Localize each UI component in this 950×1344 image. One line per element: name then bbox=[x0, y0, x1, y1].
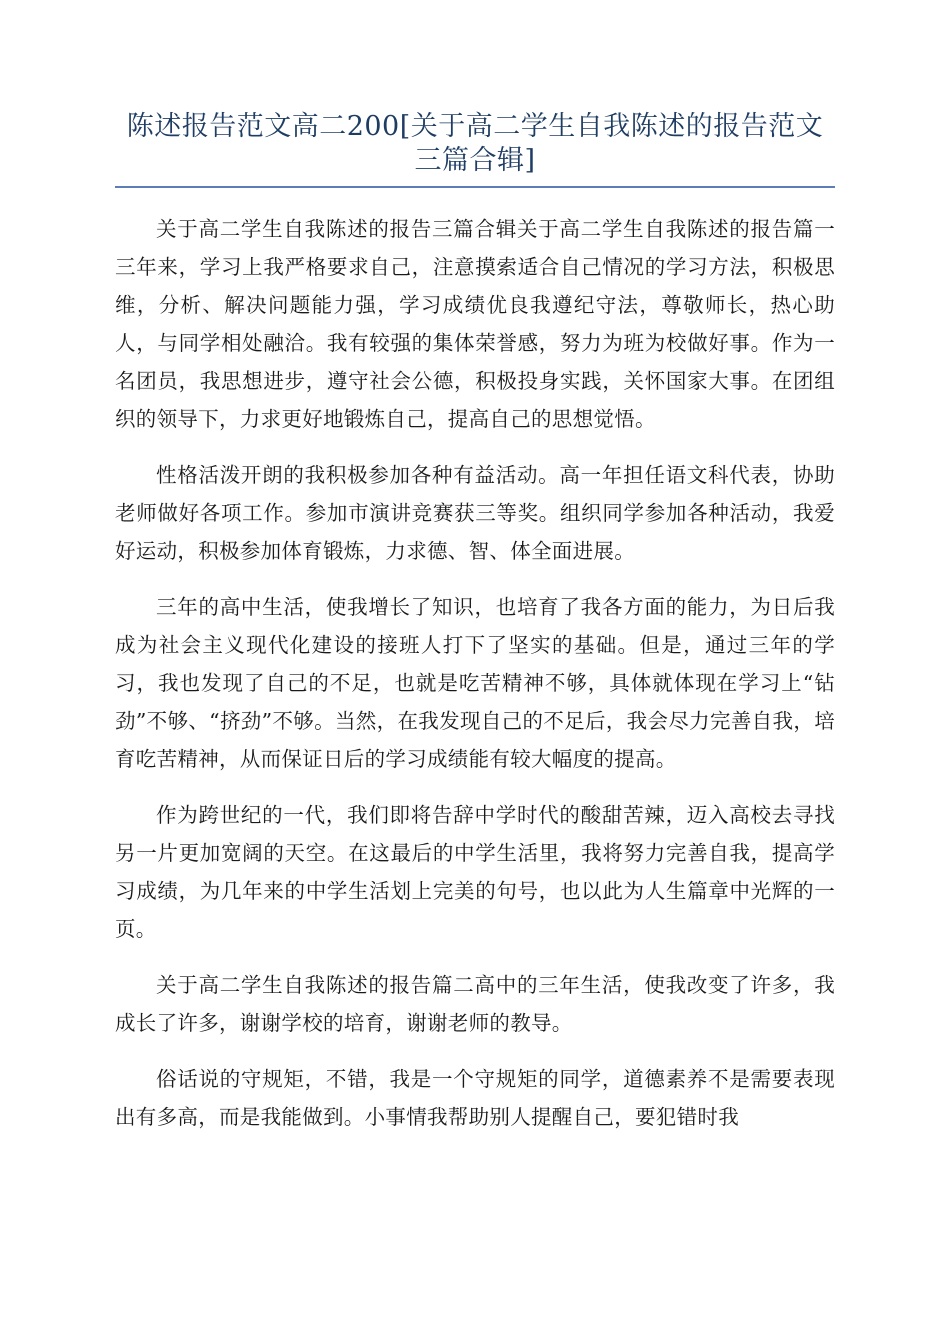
document-body bbox=[115, 210, 835, 1136]
paragraph-2: 性格活泼开朗的我积极参加各种有益活动。高一年担任语文科代表，协助老师做好各项工作。参加市演讲竞赛获三等奖。组织同学参加各种活动，我爱好运动，积极参加体育锻炼，力求德、智、体全面进展。 bbox=[115, 463, 835, 563]
paragraph-4: 作为跨世纪的一代，我们即将告辞中学时代的酸甜苦辣，迈入高校去寻找另一片更加宽阔的天空。在这最后的中学生活里，我将努力完善自我，提高学习成绩，为几年来的中学生活划上完美的句号，也以此为人生篇章中光辉的一页。 bbox=[115, 803, 835, 941]
document-title: 陈述报告范文高二200[关于高二学生自我陈述的报告范文三篇合辑] bbox=[126, 111, 824, 176]
paragraph-6: 俗话说的守规矩，不错，我是一个守规矩的同学，道德素养不是需要表现出有多高，而是我能做到。小事情我帮助别人提醒自己，要犯错时我 bbox=[115, 1067, 835, 1129]
paragraph-5: 关于高二学生自我陈述的报告篇二高中的三年生活，使我改变了许多，我成长了许多，谢谢学校的培育，谢谢老师的教导。 bbox=[115, 973, 835, 1035]
document-page bbox=[115, 110, 835, 1154]
title-underline bbox=[115, 186, 835, 188]
paragraph-3: 三年的高中生活，使我增长了知识，也培育了我各方面的能力，为日后我成为社会主义现代化建设的接班人打下了坚实的基础。但是，通过三年的学习，我也发现了自己的不足，也就是吃苦精神不够，具体就体现在学习上“钻劲”不够、“挤劲”不够。当然，在我发现自己的不足后，我会尽力完善自我，培育吃苦精神，从而保证日后的学习成绩能有较大幅度的提高。 bbox=[115, 595, 835, 771]
paragraph-1: 关于高二学生自我陈述的报告三篇合辑关于高二学生自我陈述的报告篇一三年来，学习上我严格要求自己，注意摸索适合自己情况的学习方法，积极思维，分析、解决问题能力强，学习成绩优良我遵纪守法，尊敬师长，热心助人，与同学相处融洽。我有较强的集体荣誉感，努力为班为校做好事。作为一名团员，我思想进步，遵守社会公德，积极投身实践，关怀国家大事。在团组织的领导下，力求更好地锻炼自己，提高自己的思想觉悟。 bbox=[115, 217, 835, 431]
